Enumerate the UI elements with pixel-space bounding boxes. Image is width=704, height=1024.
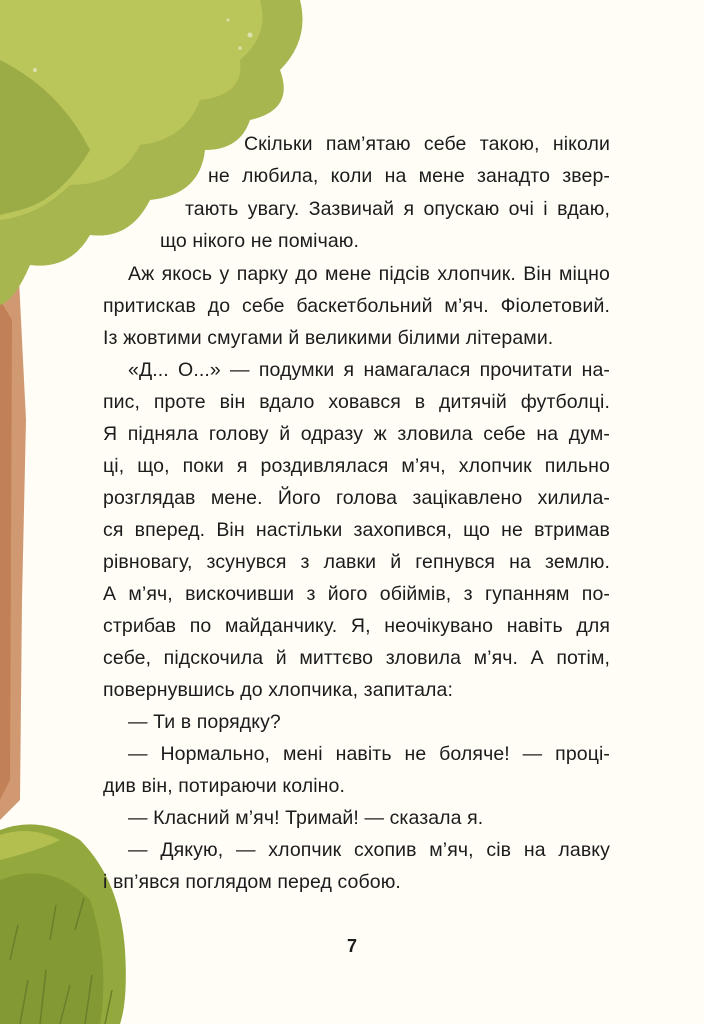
text-line: див він, потираючи коліно.: [103, 775, 346, 797]
dialogue-line: — Дякую, — хлопчик схопив м’яч, сів на лавку: [128, 839, 610, 861]
text-line: рівновагу, зсунувся з лавки й гепнувся на землю.: [103, 551, 610, 573]
text-line: стрибав по майданчику. Я, неочікувано навіть для: [103, 615, 610, 637]
dialogue-line: — Нормально, мені навіть не боляче! — проці-: [128, 743, 610, 765]
text-line: А м’яч, вискочивши з його обіймів, з гупанням по-: [103, 583, 610, 605]
text-line: Аж якось у парку до мене підсів хлопчик. Він міцно: [128, 263, 610, 285]
text-line: пис, проте він вдало ховався в дитячій футболці.: [103, 391, 610, 413]
text-line: розглядав мене. Його голова зацікавлено хилила-: [103, 487, 610, 509]
text-line: повернувшись до хлопчика, запитала:: [103, 679, 453, 701]
text-line: і вп’явся поглядом перед собою.: [103, 871, 401, 893]
text-line: ся вперед. Він настільки захопився, що не втримав: [103, 519, 610, 541]
dialogue-line: — Класний м’яч! Тримай! — сказала я.: [128, 807, 484, 829]
text-line: Я підняла голову й одразу ж зловила себе на дум-: [103, 423, 610, 445]
text-line: «Д... О...» — подумки я намагалася прочитати на-: [128, 359, 610, 381]
text-line: Скільки пам’ятаю себе такою, ніколи: [244, 133, 610, 155]
text-line: притискав до себе баскетбольний м’яч. Фіолетовий.: [103, 295, 610, 317]
text-line: не любила, коли на мене занадто звер-: [208, 165, 610, 187]
text-line: ці, що, поки я роздивлялася м’яч, хлопчик пильно: [103, 455, 610, 477]
tree-trunk-shade: [0, 300, 12, 800]
dialogue-line: — Ти в порядку?: [128, 711, 281, 733]
text-line: себе, підскочила й миттєво зловила м’яч. А потім,: [103, 647, 610, 669]
text-line: тають увагу. Зазвичай я опускаю очі і вдаю,: [185, 198, 610, 220]
text-line: Із жовтими смугами й великими білими літерами.: [103, 327, 554, 349]
text-line: що нікого не помічаю.: [160, 230, 360, 252]
page-number: 7: [346, 936, 357, 956]
